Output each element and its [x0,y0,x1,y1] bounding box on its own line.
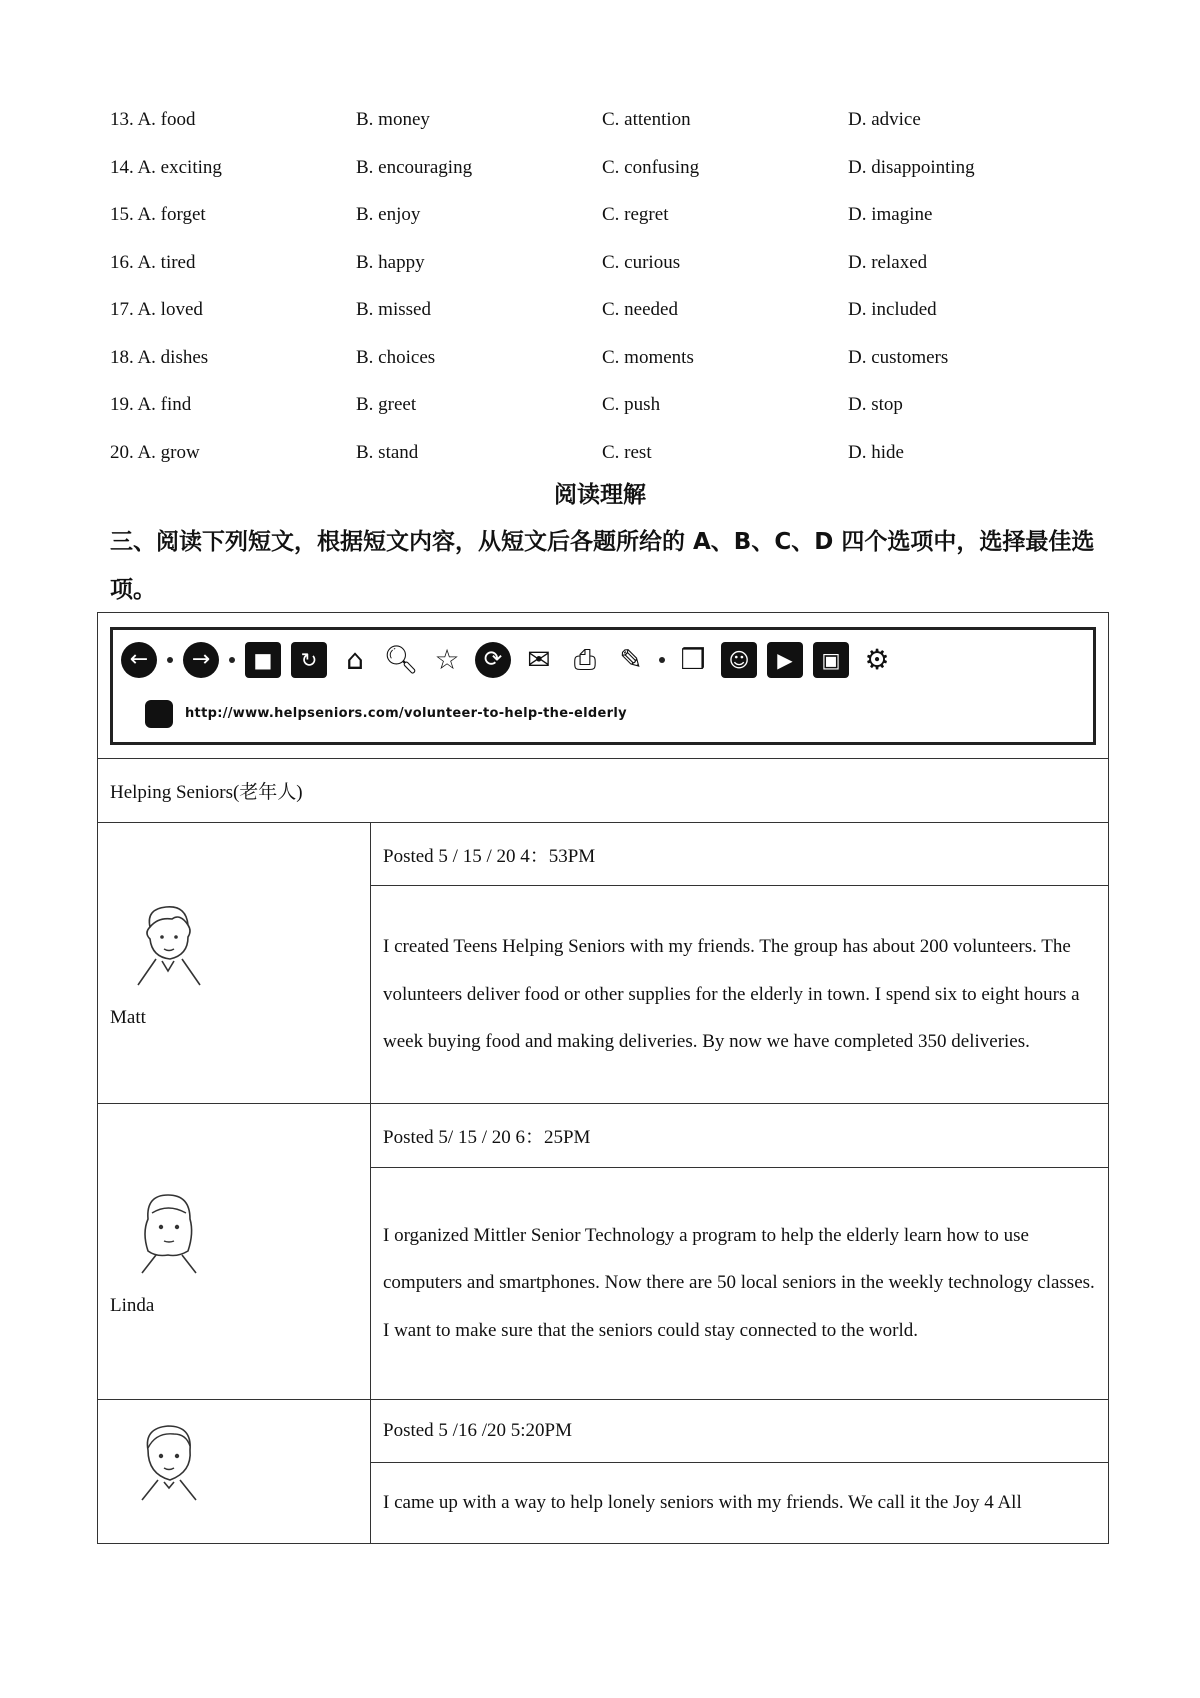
print-icon[interactable]: ⎙ [573,642,597,676]
favorites-icon[interactable]: ☆ [434,643,460,677]
option-b: B. greet [356,394,417,415]
search-icon[interactable]: 🔍︎ [383,643,419,677]
section-title: 阅读理解 [554,482,646,508]
option-a: A. find [137,394,192,415]
option-a: A. food [137,109,196,130]
question-number: 18. [110,346,134,368]
post-body: I came up with a way to help lonely seniors with my friends. We call it the Joy 4 All [371,1463,1109,1544]
post-body: I created Teens Helping Seniors with my friends. The group has about 200 volunteers. The volunteers deliver food or other supplies for the elderly in town. I spend six to eight hours a week buying food and making deliveries. By now we have completed 350 deliveries. [371,886,1109,1104]
avatar [128,1185,208,1275]
option-a: A. loved [137,299,203,320]
option-b: B. happy [356,251,425,273]
refresh-icon[interactable]: ↻ [291,642,327,678]
edit-icon[interactable]: ✎ [619,643,643,677]
browser-screenshot [98,613,1109,759]
option-d: D. included [848,299,937,320]
option-c: C. regret [602,204,669,225]
post-body: I organized Mittler Senior Technology a program to help the elderly learn how to use computers and smartphones. Now there are 50 local seniors in the weekly technology classes. I want to make sure that the seniors could stay connected to the world. [371,1167,1109,1399]
option-b: B. money [356,109,430,130]
option-row [110,381,1110,429]
option-a: A. tired [137,251,196,273]
option-b: B. encouraging [356,156,473,178]
options-list [110,96,1110,476]
media-icon[interactable]: ▶ [767,642,803,678]
question-number: 19. [110,394,134,415]
option-c: C. needed [602,299,678,320]
avatar [128,1416,208,1506]
question-number: 14. [110,156,134,178]
stop-icon[interactable]: ■ [245,642,281,678]
mail-icon[interactable]: ✉ [527,643,551,677]
forward-icon[interactable]: → [183,642,219,678]
option-b: B. choices [356,346,436,368]
post-timestamp: Posted 5 / 15 / 20 4：53PM [371,822,1109,886]
page-icon[interactable]: ❒ [680,643,706,677]
option-a: A. dishes [137,346,209,368]
question-number: 13. [110,109,134,130]
poster-name: Linda [110,1295,155,1317]
option-c: C. confusing [602,156,700,178]
option-row [110,144,1110,192]
poster-third [98,1399,371,1543]
option-d: D. disappointing [848,156,975,178]
question-number: 16. [110,251,134,273]
option-row [110,429,1110,477]
messenger-icon[interactable]: ☺ [721,642,757,678]
option-d: D. imagine [848,204,933,225]
home-icon[interactable]: ⌂ [346,643,364,677]
back-icon[interactable]: ← [121,642,157,678]
question-number: 15. [110,204,134,225]
forum-table [97,612,1109,1544]
option-d: D. customers [848,346,949,368]
folder-icon[interactable]: ▣ [813,642,849,678]
address-bar[interactable]: http://www.helpseniors.com/volunteer-to-help-the-elderly [185,706,627,722]
option-b: B. missed [356,299,431,320]
history-icon[interactable]: ⟳ [475,642,511,678]
option-row [110,191,1110,239]
option-row [110,286,1110,334]
option-c: C. curious [602,251,681,273]
option-a: A. exciting [137,156,222,178]
option-b: B. stand [356,441,419,463]
option-row [110,239,1110,287]
poster-linda [98,1104,371,1400]
poster-matt [98,822,371,1103]
option-d: D. hide [848,441,904,463]
avatar [128,897,208,987]
site-title: Helping Seniors(老年人) [98,759,1109,823]
question-number: 17. [110,299,134,320]
option-c: C. push [602,394,661,415]
option-row [110,96,1110,144]
option-c: C. attention [602,109,691,130]
option-b: B. enjoy [356,204,421,225]
option-row [110,334,1110,382]
tools-icon[interactable]: ⚙ [864,643,890,677]
post-timestamp: Posted 5/ 15 / 20 6：25PM [371,1104,1109,1168]
question-number: 20. [110,441,134,463]
option-d: D. relaxed [848,251,928,273]
page-favicon-icon [145,700,173,728]
option-a: A. grow [137,441,200,463]
option-a: A. forget [137,204,206,225]
post-timestamp: Posted 5 /16 /20 5:20PM [371,1399,1109,1463]
option-c: C. moments [602,346,694,368]
option-c: C. rest [602,441,652,463]
browser-toolbar [110,627,1096,745]
poster-name: Matt [110,1006,146,1028]
option-d: D. advice [848,109,921,130]
instruction: 三、阅读下列短文，根据短文内容，从短文后各题所给的 A、B、C、D 四个选项中，选择最佳选项。 [110,529,1095,603]
option-d: D. stop [848,394,903,415]
